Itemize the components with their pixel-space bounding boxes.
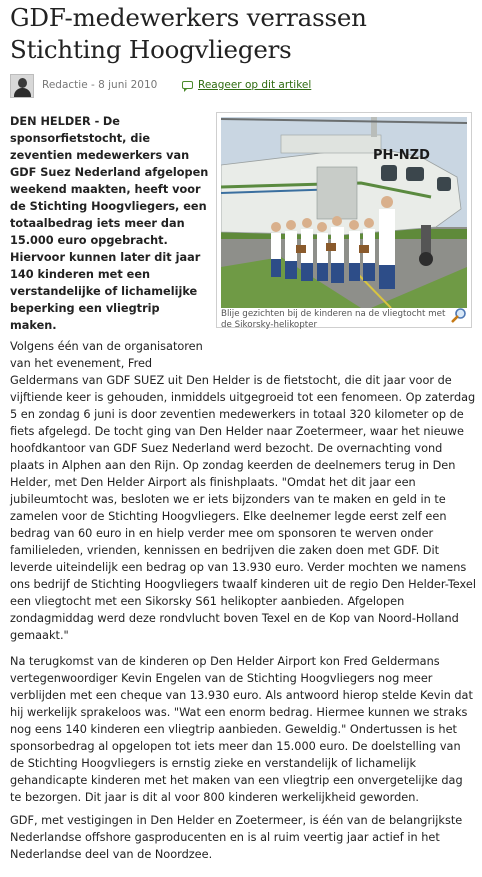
article-image-box [216,112,472,328]
article-title: GDF-medewerkers verrassen Stichting Hoogvliegers [10,3,367,64]
image-caption: Blije gezichten bij de kinderen na de vliegtocht met de Sikorsky-helikopter [221,309,446,330]
comment-icon[interactable] [182,81,193,89]
helicopter-photo[interactable] [221,117,467,308]
helicopter-registration: PH-NZD [373,148,430,163]
byline [42,79,157,91]
zoom-icon[interactable] [451,307,467,323]
paragraph-2 [10,338,476,644]
article-meta [10,74,480,98]
paragraph-4: GDF, met vestigingen in Den Helder en Zoetermeer, is één van de belangrijkste Nederlandse offshore gasproducenten en is al ruim veertig jaar actief in het Nederlandse deel van de Noordzee. [10,814,463,861]
author-name: Redactie [42,79,88,91]
comment-link[interactable]: Reageer op dit artikel [198,79,312,91]
publish-date: 8 juni 2010 [98,79,158,91]
lead-location: DEN HELDER - [10,115,100,128]
paragraph-2-start: Volgens één van de organisatoren van het evenement, Fred [10,340,203,370]
lead-paragraph [10,113,210,334]
byline-separator: - [87,79,99,91]
paragraph-2-rest: Geldermans van GDF SUEZ uit Den Helder is de fietstocht, die dit jaar voor de vijftiende keer is gehouden, inmiddels uitgegroeid tot een fenomeen. Op zaterdag 5 en zondag 6 juni is door zeventien medewerkers in totaal 320 kilometer op de fiets afgelegd. De tocht ging van Den Helder naar Zoetermeer, waar het nieuwe hoofdkantoor van GDF Suez Nederland werd bezocht. De overnachting vond plaats in Alphen aan den Rijn. Op zondag keerden de deelnemers terug in Den Helder, met Den Helder Airport als finishplaats. "Omdat het dit jaar een jubileumtocht was, besloten we er iets bijzonders van te maken en geld in te zamelen voor de Stichting Hoogvliegers. Elke deelnemer legde eerst zelf een bedrag van 60 euro in en hielp verder mee om sponsoren te werven onder familieleden, vrienden, kennissen en bedrijven die zaken doen met GDF. Dit leverde uiteindelijk een bedrag op van 13.930 euro. Verder mochten we namens ons bedrijf de Stichting Hoogvliegers twaalf kinderen uit de regio Den Helder-Texel een vliegtocht met een Sikorsky S61 helikopter aanbieden. Afgelopen zondagmiddag werd deze rondvlucht boven Texel en de Kop van Noord-Holland gemaakt." [10,374,476,642]
author-avatar [10,74,34,98]
lead-text: De sponsorfietstocht, die zeventien medewerkers van GDF Suez Nederland afgelopen weekend maakten, heeft voor de Stichting Hoogvliegers, een totaalbedrag iets meer dan 15.000 euro opgebracht. Hiervoor kunnen later dit jaar 140 kinderen met een verstandelijke of lichamelijke beperking een vliegtrip maken. [10,115,209,332]
paragraph-3: Na terugkomst van de kinderen op Den Helder Airport kon Fred Geldermans vertegenwoordiger Kevin Engelen van de Stichting Hoogvliegers nog meer verblijden met een cheque van 13.930 euro. Als antwoord hierop stelde Kevin dat hij werkelijk sprakeloos was. "Wat een enorm bedrag. Hiermee kunnen we straks nog eens 140 kinderen een vliegtrip aanbieden. Geweldig." Ondertussen is het sponsorbedrag al opgelopen tot iets meer dan 15.000 euro. De doelstelling van de Stichting Hoogvliegers is ernstig zieke en verstandelijk of lichamelijk gehandicapte kinderen met het maken van een vliegtrip een onvergetelijke dag te bezorgen. Dit jaar is dit al voor 800 kinderen werkelijkheid geworden. [10,655,473,804]
